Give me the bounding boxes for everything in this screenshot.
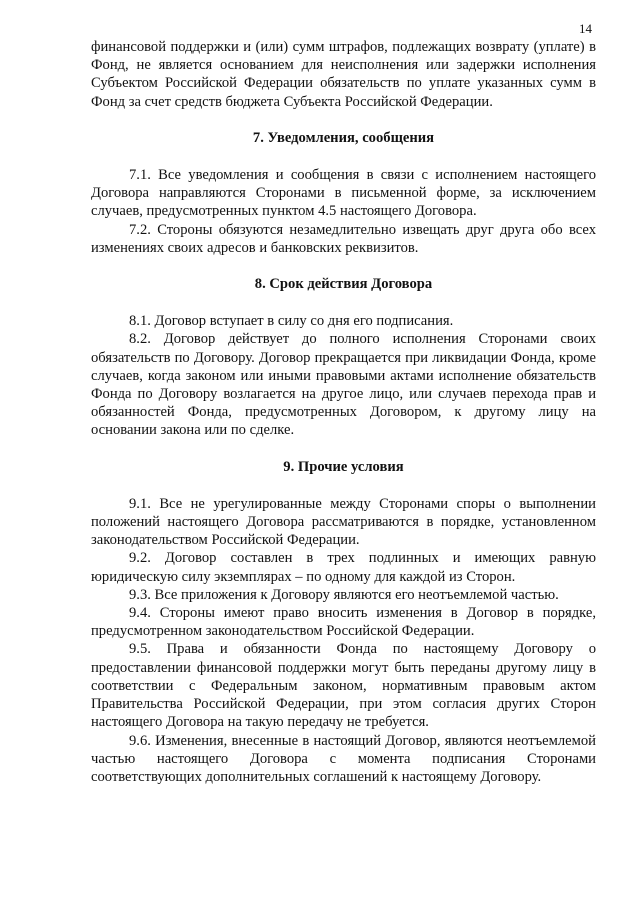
clause-9-3: 9.3. Все приложения к Договору являются его неотъемлемой частью. — [129, 586, 559, 603]
intro-paragraph: финансовой поддержки и (или) сумм штрафов, подлежащих возврату (уплате) в Фонд, не является основанием для неисполнения или задержки исполнения Субъектом Российской Федерации обязательств по уплате указанных сумм в Фонд за счет средств бюджета Субъекта Российской Федерации. — [91, 39, 596, 110]
section-7-title: 7. Уведомления, сообщения — [252, 129, 435, 146]
clause-9-2: 9.2. Договор составлен в трех подлинных и имеющих равную юридическую силу экземплярах – по одному для каждой из Сторон. — [91, 550, 596, 585]
clause-9-6: 9.6. Изменения, внесенные в настоящий Договор, являются неотъемлемой частью настоящего Договора с момента подписания Сторонами соответствующих дополнительных соглашений к настоящему Договору. — [91, 732, 596, 785]
clause-9-4: 9.4. Стороны имеют право вносить изменения в Договор в порядке, предусмотренном законодательством Российской Федерации. — [91, 605, 596, 640]
section-9-title: 9. Прочие условия — [283, 458, 404, 475]
clause-7-1: 7.1. Все уведомления и сообщения в связи с исполнением настоящего Договора направляются Сторонами в письменной форме, за исключением случаев, предусмотренных пунктом 4.5 настоящего Договора. — [91, 167, 596, 220]
clause-9-1: 9.1. Все не урегулированные между Сторонами споры о выполнении положений настоящего Договора рассматриваются в порядке, установленном законодательством Российской Федерации. — [91, 495, 596, 549]
clause-9-5: 9.5. Права и обязанности Фонда по настоящему Договору о предоставлении финансовой поддержки могут быть переданы другому лицу в соответствии с Федеральным законом, нормативным правовым актом Правительства Российской Федерации, при этом согласия других Сторон настоящего Договора на такую передачу не требуется. — [91, 641, 596, 731]
clause-8-2: 8.2. Договор действует до полного исполнения Сторонами своих обязательств по Договору. Договор прекращается при ликвидации Фонда, кроме случаев, когда законом или иными правовыми актами исполнение обязательств Фонда по Договору возлагается на другое лицо, или случаев перехода прав и обязанностей Фонда, предусмотренных Договором, к другому лицу на основании закона или по сделке. — [91, 331, 596, 439]
document-body — [91, 38, 596, 786]
clause-8-1: 8.1. Договор вступает в силу со дня его подписания. — [129, 313, 454, 330]
section-8-title: 8. Срок действия Договора — [254, 276, 433, 293]
clause-7-2: 7.2. Стороны обязуются незамедлительно извещать друг друга обо всех изменениях своих адресов и банковских реквизитов. — [91, 221, 596, 256]
page-number: 14 — [579, 21, 592, 36]
